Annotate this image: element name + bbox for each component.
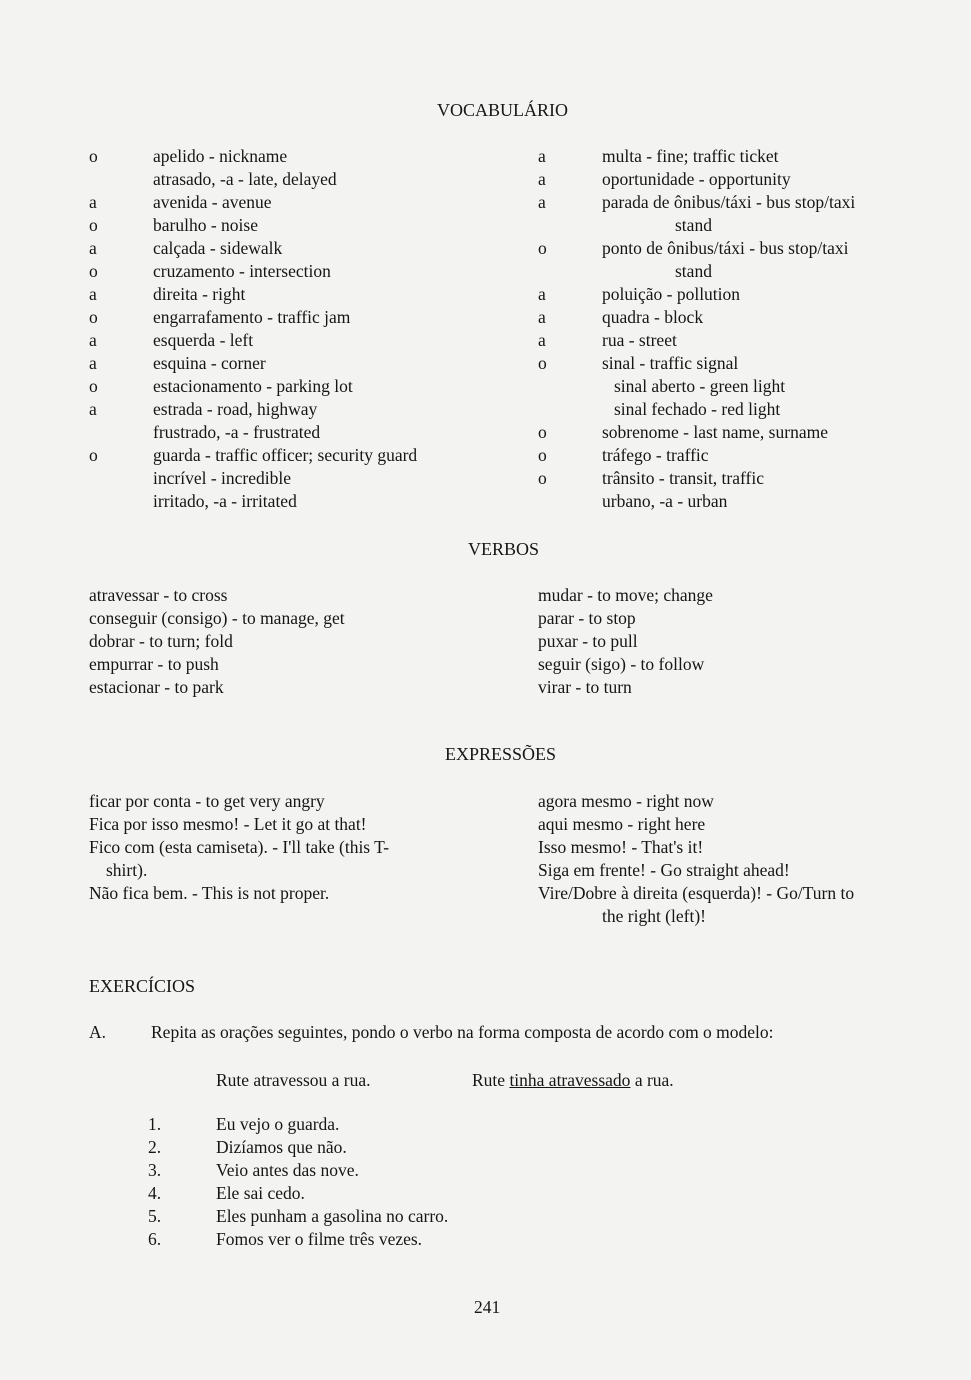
expression-entry-text: Fica por isso mesmo! - Let it go at that! bbox=[89, 814, 367, 834]
vocab-term: stand bbox=[675, 261, 712, 281]
vocab-article: o bbox=[538, 445, 547, 465]
exercise-item-number: 1. bbox=[148, 1114, 162, 1134]
vocab-term: sinal fechado - red light bbox=[614, 399, 781, 419]
vocab-term: stand bbox=[675, 215, 712, 235]
vocab-term: sobrenome - last name, surname bbox=[602, 422, 828, 442]
exercise-item-text: Fomos ver o filme três vezes. bbox=[216, 1229, 423, 1249]
vocab-term: trânsito - transit, traffic bbox=[602, 468, 764, 488]
expression-entry-text: aqui mesmo - right here bbox=[538, 814, 706, 834]
exercise-letter: A. bbox=[89, 1022, 107, 1042]
vocab-article: o bbox=[89, 146, 98, 166]
vocab-article: a bbox=[538, 192, 546, 212]
verb-entry-text: mudar - to move; change bbox=[538, 585, 713, 605]
vocab-term: apelido - nickname bbox=[153, 146, 288, 166]
vocab-term: irritado, -a - irritated bbox=[153, 491, 297, 511]
vocab-term: estacionamento - parking lot bbox=[153, 376, 353, 396]
vocab-article: a bbox=[538, 169, 546, 189]
vocab-term: cruzamento - intersection bbox=[153, 261, 331, 281]
verbs-heading: VERBOS bbox=[468, 539, 540, 559]
vocab-article: a bbox=[89, 399, 97, 419]
expression-entry-text: the right (left)! bbox=[602, 906, 706, 926]
vocab-article: a bbox=[89, 192, 97, 212]
expression-entry-text: shirt). bbox=[106, 860, 148, 880]
model-answer: Rute tinha atravessado a rua. bbox=[472, 1070, 674, 1090]
exercise-item-text: Ele sai cedo. bbox=[216, 1183, 305, 1203]
vocab-article: o bbox=[89, 215, 98, 235]
vocab-term: atrasado, -a - late, delayed bbox=[153, 169, 337, 189]
exercise-item-text: Eles punham a gasolina no carro. bbox=[216, 1206, 449, 1226]
expressions-heading: EXPRESSÕES bbox=[445, 744, 557, 764]
page-number: 241 bbox=[474, 1297, 501, 1317]
expression-entry-text: agora mesmo - right now bbox=[538, 791, 714, 811]
vocab-term: estrada - road, highway bbox=[153, 399, 318, 419]
expression-entry-text: Fico com (esta camiseta). - I'll take (this T- bbox=[89, 837, 390, 857]
exercise-item-number: 4. bbox=[148, 1183, 162, 1203]
verb-entry-text: atravessar - to cross bbox=[89, 585, 228, 605]
verb-entry-text: empurrar - to push bbox=[89, 654, 219, 674]
exercise-item-number: 2. bbox=[148, 1137, 162, 1157]
verb-entry-text: parar - to stop bbox=[538, 608, 636, 628]
vocab-term: frustrado, -a - frustrated bbox=[153, 422, 321, 442]
vocab-article: o bbox=[538, 353, 547, 373]
exercises-heading: EXERCÍCIOS bbox=[89, 976, 196, 996]
exercise-item-number: 6. bbox=[148, 1229, 162, 1249]
vocab-term: oportunidade - opportunity bbox=[602, 169, 791, 189]
verb-entry-text: dobrar - to turn; fold bbox=[89, 631, 233, 651]
model-prompt: Rute atravessou a rua. bbox=[216, 1070, 371, 1090]
vocab-term: guarda - traffic officer; security guard bbox=[153, 445, 418, 465]
expression-entry-text: Siga em frente! - Go straight ahead! bbox=[538, 860, 790, 880]
vocab-term: engarrafamento - traffic jam bbox=[153, 307, 351, 327]
exercise-item-number: 5. bbox=[148, 1206, 162, 1226]
expression-entry-text: Isso mesmo! - That's it! bbox=[538, 837, 704, 857]
vocab-article: o bbox=[538, 422, 547, 442]
verb-entry-text: conseguir (consigo) - to manage, get bbox=[89, 608, 345, 628]
vocab-term: esquina - corner bbox=[153, 353, 266, 373]
vocab-article: a bbox=[538, 146, 546, 166]
verb-entry-text: estacionar - to park bbox=[89, 677, 224, 697]
vocab-term: incrível - incredible bbox=[153, 468, 291, 488]
vocab-term: urbano, -a - urban bbox=[602, 491, 728, 511]
vocab-article: a bbox=[89, 330, 97, 350]
vocab-term: sinal - traffic signal bbox=[602, 353, 739, 373]
exercise-item-text: Eu vejo o guarda. bbox=[216, 1114, 340, 1134]
expression-entry-text: Não fica bem. - This is not proper. bbox=[89, 883, 330, 903]
vocab-term: ponto de ônibus/táxi - bus stop/taxi bbox=[602, 238, 849, 258]
vocab-heading: VOCABULÁRIO bbox=[437, 100, 569, 120]
vocab-term: tráfego - traffic bbox=[602, 445, 709, 465]
verb-entry-text: puxar - to pull bbox=[538, 631, 638, 651]
vocab-term: barulho - noise bbox=[153, 215, 258, 235]
exercise-item-text: Dizíamos que não. bbox=[216, 1137, 347, 1157]
exercise-item-text: Veio antes das nove. bbox=[216, 1160, 359, 1180]
vocab-article: o bbox=[89, 376, 98, 396]
vocab-article: a bbox=[89, 284, 97, 304]
vocab-article: a bbox=[89, 353, 97, 373]
vocab-term: calçada - sidewalk bbox=[153, 238, 283, 258]
verb-entry-text: virar - to turn bbox=[538, 677, 632, 697]
vocab-term: sinal aberto - green light bbox=[614, 376, 786, 396]
vocab-term: esquerda - left bbox=[153, 330, 254, 350]
vocab-term: parada de ônibus/táxi - bus stop/taxi bbox=[602, 192, 856, 212]
vocab-article: o bbox=[89, 261, 98, 281]
vocab-article: a bbox=[538, 307, 546, 327]
exercise-instruction: Repita as orações seguintes, pondo o verbo na forma composta de acordo com o modelo: bbox=[151, 1022, 774, 1042]
vocab-article: o bbox=[538, 468, 547, 488]
verb-entry-text: seguir (sigo) - to follow bbox=[538, 654, 705, 674]
expression-entry-text: Vire/Dobre à direita (esquerda)! - Go/Turn to bbox=[538, 883, 855, 903]
model-answer-underlined: tinha atravessado bbox=[509, 1070, 631, 1090]
vocab-article: a bbox=[538, 284, 546, 304]
vocab-article: o bbox=[538, 238, 547, 258]
vocab-term: avenida - avenue bbox=[153, 192, 272, 212]
vocab-term: rua - street bbox=[602, 330, 677, 350]
vocab-term: direita - right bbox=[153, 284, 246, 304]
vocab-article: a bbox=[89, 238, 97, 258]
vocab-term: multa - fine; traffic ticket bbox=[602, 146, 779, 166]
vocab-article: o bbox=[89, 307, 98, 327]
vocab-article: o bbox=[89, 445, 98, 465]
vocab-term: poluição - pollution bbox=[602, 284, 741, 304]
vocab-article: a bbox=[538, 330, 546, 350]
exercise-item-number: 3. bbox=[148, 1160, 162, 1180]
vocab-term: quadra - block bbox=[602, 307, 704, 327]
expression-entry-text: ficar por conta - to get very angry bbox=[89, 791, 325, 811]
